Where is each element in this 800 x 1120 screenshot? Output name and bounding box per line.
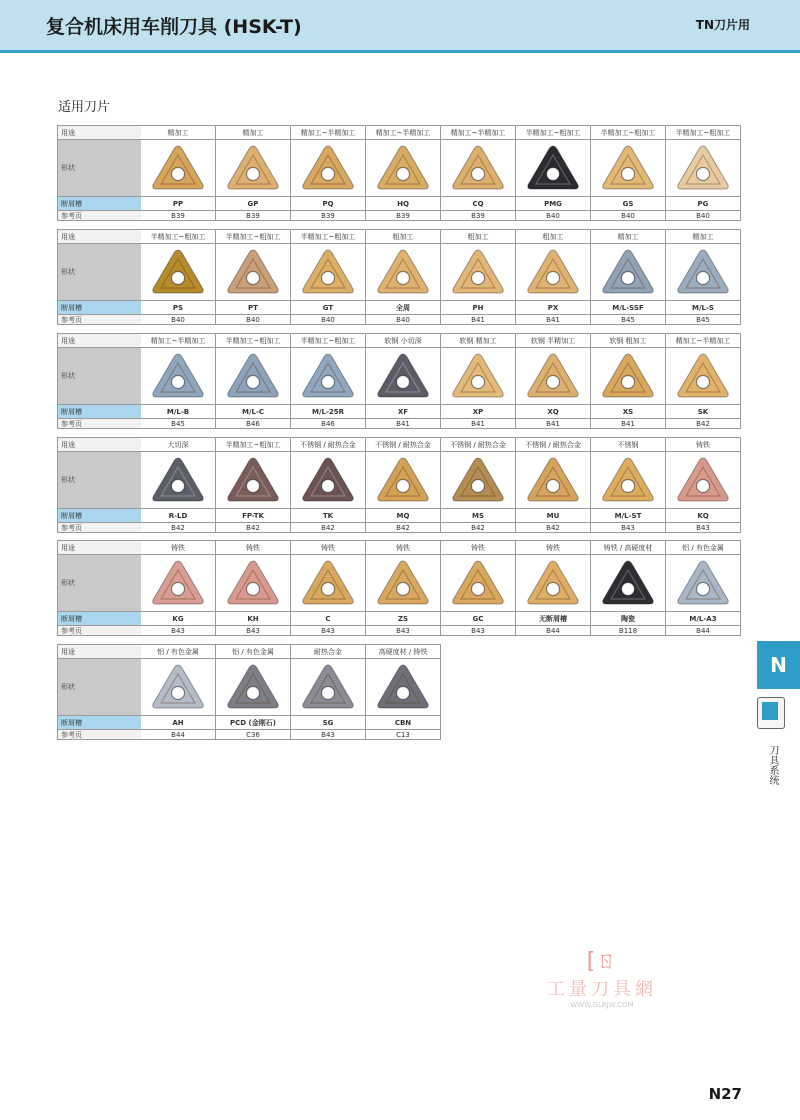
ref-page-cell[interactable]: B40 xyxy=(291,314,366,325)
shape-cell xyxy=(591,347,666,404)
row-label: 断屑槽 xyxy=(57,300,141,314)
row-label: 用途 xyxy=(57,644,141,658)
insert-image xyxy=(674,246,732,298)
insert-image xyxy=(524,350,582,402)
shape-cell xyxy=(141,554,216,611)
insert-image xyxy=(299,246,357,298)
insert-image xyxy=(374,557,432,609)
shape-cell xyxy=(516,347,591,404)
ref-page-cell[interactable]: B41 xyxy=(366,418,441,429)
ref-page-cell[interactable]: B42 xyxy=(291,522,366,533)
breaker-cell: R-LD xyxy=(141,508,216,522)
use-cell: 铸铁 xyxy=(291,540,366,554)
row-shape xyxy=(57,554,741,611)
insert-image xyxy=(149,454,207,506)
breaker-cell: 全周 xyxy=(366,300,441,314)
breaker-cell: AH xyxy=(141,715,216,729)
use-cell: 铝 / 有色金属 xyxy=(141,644,216,658)
use-cell: 精加工 xyxy=(666,229,741,243)
insert-image xyxy=(149,142,207,194)
insert-image xyxy=(374,246,432,298)
breaker-cell: SK xyxy=(666,404,741,418)
use-cell: 精加工~半精加工 xyxy=(141,333,216,347)
use-cell: 不锈钢 / 耐热合金 xyxy=(516,437,591,451)
use-cell: 半精加工~粗加工 xyxy=(516,125,591,139)
shape-cell xyxy=(141,451,216,508)
shape-cell xyxy=(366,451,441,508)
row-use xyxy=(57,644,441,658)
ref-page-cell[interactable]: B40 xyxy=(216,314,291,325)
breaker-cell: PX xyxy=(516,300,591,314)
insert-image xyxy=(599,142,657,194)
use-cell: 铸铁 / 高硬度材 xyxy=(591,540,666,554)
breaker-cell: M/L-C xyxy=(216,404,291,418)
insert-image xyxy=(449,454,507,506)
insert-image xyxy=(674,350,732,402)
use-cell: 粗加工 xyxy=(366,229,441,243)
breaker-cell: C xyxy=(291,611,366,625)
shape-cell xyxy=(366,139,441,196)
shape-cell xyxy=(441,139,516,196)
watermark-url: WWW.GLRJW.COM xyxy=(570,1001,634,1009)
row-label: 断屑槽 xyxy=(57,508,141,522)
ref-page-cell[interactable]: B43 xyxy=(291,625,366,636)
use-cell: 铝 / 有色金属 xyxy=(666,540,741,554)
ref-page-cell[interactable]: B39 xyxy=(441,210,516,221)
use-cell: 软钢 精加工 xyxy=(441,333,516,347)
breaker-cell: PQ xyxy=(291,196,366,210)
insert-table-block xyxy=(57,540,741,636)
shape-cell xyxy=(141,139,216,196)
insert-image xyxy=(599,454,657,506)
shape-cell xyxy=(216,554,291,611)
use-cell: 半精加工~粗加工 xyxy=(591,125,666,139)
use-cell: 大切深 xyxy=(141,437,216,451)
ref-page-cell[interactable]: B40 xyxy=(666,210,741,221)
shape-cell xyxy=(591,554,666,611)
shape-cell xyxy=(666,554,741,611)
use-cell: 高硬度材 / 铸铁 xyxy=(366,644,441,658)
use-cell: 半精加工~粗加工 xyxy=(291,333,366,347)
breaker-cell: MS xyxy=(441,508,516,522)
breaker-cell: M/L-B xyxy=(141,404,216,418)
ref-page-cell[interactable]: B45 xyxy=(141,418,216,429)
insert-image xyxy=(449,142,507,194)
use-cell: 精加工 xyxy=(216,125,291,139)
breaker-cell: FP-TK xyxy=(216,508,291,522)
insert-image xyxy=(299,661,357,713)
ref-page-cell[interactable]: B40 xyxy=(366,314,441,325)
ref-page-cell[interactable]: B43 xyxy=(441,625,516,636)
insert-image xyxy=(149,557,207,609)
ref-page-cell[interactable]: B39 xyxy=(141,210,216,221)
breaker-cell: M/L-ST xyxy=(591,508,666,522)
insert-table-block xyxy=(57,229,741,325)
insert-image xyxy=(449,246,507,298)
shape-cell xyxy=(141,243,216,300)
row-label: 用途 xyxy=(57,333,141,347)
ref-page-cell[interactable]: B41 xyxy=(516,314,591,325)
row-breaker xyxy=(57,196,741,210)
breaker-cell: KG xyxy=(141,611,216,625)
breaker-cell: GC xyxy=(441,611,516,625)
use-cell: 半精加工~粗加工 xyxy=(666,125,741,139)
use-cell: 精加工~半精加工 xyxy=(666,333,741,347)
use-cell: 粗加工 xyxy=(441,229,516,243)
row-breaker xyxy=(57,404,741,418)
breaker-cell: XS xyxy=(591,404,666,418)
shape-cell xyxy=(441,554,516,611)
insert-image xyxy=(374,454,432,506)
use-cell: 软钢 半精加工 xyxy=(516,333,591,347)
use-cell: 半精加工~粗加工 xyxy=(216,333,291,347)
use-cell: 不锈钢 / 耐热合金 xyxy=(366,437,441,451)
ref-page-cell[interactable]: C13 xyxy=(366,729,441,740)
row-breaker xyxy=(57,300,741,314)
row-breaker xyxy=(57,508,741,522)
ref-page-cell[interactable]: B39 xyxy=(291,210,366,221)
use-cell: 铸铁 xyxy=(441,540,516,554)
breaker-cell: 陶瓷 xyxy=(591,611,666,625)
row-shape xyxy=(57,451,741,508)
shape-cell xyxy=(216,243,291,300)
row-label: 形状 xyxy=(57,139,141,196)
insert-table-block xyxy=(57,125,741,221)
section-title: 适用刀片 xyxy=(58,100,111,115)
breaker-cell: PT xyxy=(216,300,291,314)
insert-image xyxy=(224,661,282,713)
insert-image xyxy=(674,142,732,194)
ref-page-cell[interactable]: B43 xyxy=(666,522,741,533)
breaker-cell: M/L-S xyxy=(666,300,741,314)
section-tab-n[interactable]: N xyxy=(757,641,800,689)
breaker-cell: SG xyxy=(291,715,366,729)
insert-image xyxy=(374,142,432,194)
breaker-cell: MU xyxy=(516,508,591,522)
breaker-cell: TK xyxy=(291,508,366,522)
breaker-cell: CBN xyxy=(366,715,441,729)
breaker-cell: KQ xyxy=(666,508,741,522)
breaker-cell: PS xyxy=(141,300,216,314)
row-use xyxy=(57,229,741,243)
insert-image xyxy=(224,350,282,402)
ref-page-cell[interactable]: B42 xyxy=(441,522,516,533)
use-cell: 不锈钢 / 耐热合金 xyxy=(291,437,366,451)
ref-page-cell[interactable]: B43 xyxy=(591,522,666,533)
row-use xyxy=(57,333,741,347)
use-cell: 软钢 粗加工 xyxy=(591,333,666,347)
ref-page-cell[interactable]: C36 xyxy=(216,729,291,740)
insert-image xyxy=(299,350,357,402)
insert-table-block xyxy=(57,437,741,533)
insert-image xyxy=(149,350,207,402)
shape-cell xyxy=(216,451,291,508)
row-shape xyxy=(57,139,741,196)
shape-cell xyxy=(216,139,291,196)
shape-cell xyxy=(291,139,366,196)
page-title: 复合机床用车削刀具 (HSK-T) xyxy=(46,16,302,38)
breaker-cell: XF xyxy=(366,404,441,418)
use-cell: 耐热合金 xyxy=(291,644,366,658)
row-breaker xyxy=(57,715,441,729)
ref-page-cell[interactable]: B43 xyxy=(141,625,216,636)
row-ref xyxy=(57,522,741,533)
use-cell: 铸铁 xyxy=(216,540,291,554)
ref-page-cell[interactable]: B41 xyxy=(591,418,666,429)
use-cell: 精加工 xyxy=(591,229,666,243)
insert-image xyxy=(674,557,732,609)
shape-cell xyxy=(366,554,441,611)
row-label: 形状 xyxy=(57,658,141,715)
row-label: 形状 xyxy=(57,451,141,508)
shape-cell xyxy=(291,243,366,300)
row-shape xyxy=(57,658,441,715)
use-cell: 半精加工~粗加工 xyxy=(141,229,216,243)
breaker-cell: XQ xyxy=(516,404,591,418)
shape-cell xyxy=(666,243,741,300)
row-label: 参考页 xyxy=(57,625,141,636)
shape-cell xyxy=(141,347,216,404)
row-label: 用途 xyxy=(57,229,141,243)
insert-image xyxy=(524,246,582,298)
shape-cell xyxy=(441,347,516,404)
row-label: 形状 xyxy=(57,554,141,611)
row-label: 参考页 xyxy=(57,418,141,429)
tool-system-icon xyxy=(757,697,785,729)
use-cell: 铸铁 xyxy=(516,540,591,554)
breaker-cell: GS xyxy=(591,196,666,210)
insert-table-block xyxy=(57,644,441,740)
use-cell: 半精加工~粗加工 xyxy=(216,229,291,243)
shape-cell xyxy=(291,451,366,508)
row-label: 形状 xyxy=(57,243,141,300)
use-cell: 铝 / 有色金属 xyxy=(216,644,291,658)
insert-image xyxy=(299,142,357,194)
category-label: TN刀片用 xyxy=(695,18,750,32)
row-breaker xyxy=(57,611,741,625)
insert-image xyxy=(599,557,657,609)
ref-page-cell[interactable]: B40 xyxy=(141,314,216,325)
breaker-cell: PCD (金刚石) xyxy=(216,715,291,729)
row-label: 参考页 xyxy=(57,729,141,740)
ref-page-cell[interactable]: B44 xyxy=(141,729,216,740)
shape-cell xyxy=(216,658,291,715)
ref-page-cell[interactable]: B42 xyxy=(141,522,216,533)
row-label: 用途 xyxy=(57,125,141,139)
use-cell: 半精加工~粗加工 xyxy=(216,437,291,451)
breaker-cell: KH xyxy=(216,611,291,625)
use-cell: 精加工~半精加工 xyxy=(366,125,441,139)
breaker-cell: 无断屑槽 xyxy=(516,611,591,625)
row-label: 形状 xyxy=(57,347,141,404)
ref-page-cell[interactable]: B46 xyxy=(216,418,291,429)
shape-cell xyxy=(441,451,516,508)
row-use xyxy=(57,437,741,451)
use-cell: 精加工~半精加工 xyxy=(291,125,366,139)
use-cell: 铸铁 xyxy=(366,540,441,554)
ref-page-cell[interactable]: B39 xyxy=(216,210,291,221)
shape-cell xyxy=(291,347,366,404)
ref-page-cell[interactable]: B44 xyxy=(516,625,591,636)
use-cell: 铸铁 xyxy=(666,437,741,451)
insert-image xyxy=(599,246,657,298)
ref-page-cell[interactable]: B41 xyxy=(441,418,516,429)
row-label: 用途 xyxy=(57,540,141,554)
row-use xyxy=(57,540,741,554)
ref-page-cell[interactable]: B42 xyxy=(666,418,741,429)
ref-page-cell[interactable]: B43 xyxy=(216,625,291,636)
shape-cell xyxy=(591,139,666,196)
row-label: 断屑槽 xyxy=(57,404,141,418)
breaker-cell: XP xyxy=(441,404,516,418)
insert-image xyxy=(299,557,357,609)
ref-page-cell[interactable]: B40 xyxy=(591,210,666,221)
insert-image xyxy=(374,350,432,402)
ref-page-cell[interactable]: B41 xyxy=(441,314,516,325)
ref-page-cell[interactable]: B43 xyxy=(291,729,366,740)
row-ref xyxy=(57,418,741,429)
breaker-cell: M/L-SSF xyxy=(591,300,666,314)
row-use xyxy=(57,125,741,139)
row-ref xyxy=(57,729,441,740)
insert-image xyxy=(374,661,432,713)
insert-image xyxy=(224,246,282,298)
page-number: N27 xyxy=(708,1085,742,1103)
row-label: 断屑槽 xyxy=(57,611,141,625)
use-cell: 精加工~半精加工 xyxy=(441,125,516,139)
shape-cell xyxy=(291,554,366,611)
breaker-cell: ZS xyxy=(366,611,441,625)
breaker-cell: HQ xyxy=(366,196,441,210)
ref-page-cell[interactable]: B43 xyxy=(366,625,441,636)
shape-cell xyxy=(441,243,516,300)
shape-cell xyxy=(666,139,741,196)
ref-page-cell[interactable]: B45 xyxy=(666,314,741,325)
shape-cell xyxy=(366,658,441,715)
insert-table-block xyxy=(57,333,741,429)
use-cell: 铸铁 xyxy=(141,540,216,554)
shape-cell xyxy=(366,347,441,404)
watermark-name: 工量刀具網 xyxy=(547,979,657,1000)
watermark-logo: [ㄖ xyxy=(586,949,618,974)
page-header xyxy=(0,0,800,53)
breaker-cell: CQ xyxy=(441,196,516,210)
row-label: 参考页 xyxy=(57,314,141,325)
row-label: 用途 xyxy=(57,437,141,451)
watermark xyxy=(537,944,667,1009)
side-label: 刀具系统 xyxy=(767,745,778,785)
row-label: 断屑槽 xyxy=(57,196,141,210)
breaker-cell: PP xyxy=(141,196,216,210)
row-shape xyxy=(57,243,741,300)
shape-cell xyxy=(516,243,591,300)
insert-image xyxy=(674,454,732,506)
breaker-cell: M/L-A3 xyxy=(666,611,741,625)
insert-image xyxy=(449,557,507,609)
ref-page-cell[interactable]: B40 xyxy=(516,210,591,221)
ref-page-cell[interactable]: B44 xyxy=(666,625,741,636)
breaker-cell: PH xyxy=(441,300,516,314)
row-shape xyxy=(57,347,741,404)
ref-page-cell[interactable]: B42 xyxy=(216,522,291,533)
insert-image xyxy=(524,557,582,609)
breaker-cell: PMG xyxy=(516,196,591,210)
use-cell: 不锈钢 xyxy=(591,437,666,451)
breaker-cell: MQ xyxy=(366,508,441,522)
shape-cell xyxy=(591,243,666,300)
ref-page-cell[interactable]: B39 xyxy=(366,210,441,221)
shape-cell xyxy=(666,347,741,404)
ref-page-cell[interactable]: B42 xyxy=(516,522,591,533)
shape-cell xyxy=(666,451,741,508)
shape-cell xyxy=(291,658,366,715)
ref-page-cell[interactable]: B45 xyxy=(591,314,666,325)
shape-cell xyxy=(516,451,591,508)
insert-image xyxy=(149,246,207,298)
row-ref xyxy=(57,210,741,221)
insert-image xyxy=(449,350,507,402)
shape-cell xyxy=(516,554,591,611)
insert-image xyxy=(149,661,207,713)
insert-image xyxy=(599,350,657,402)
shape-cell xyxy=(141,658,216,715)
shape-cell xyxy=(366,243,441,300)
row-label: 断屑槽 xyxy=(57,715,141,729)
insert-image xyxy=(224,454,282,506)
breaker-cell: GT xyxy=(291,300,366,314)
use-cell: 半精加工~粗加工 xyxy=(291,229,366,243)
shape-cell xyxy=(216,347,291,404)
breaker-cell: PG xyxy=(666,196,741,210)
row-ref xyxy=(57,314,741,325)
insert-image xyxy=(299,454,357,506)
use-cell: 精加工 xyxy=(141,125,216,139)
ref-page-cell[interactable]: B42 xyxy=(366,522,441,533)
breaker-cell: GP xyxy=(216,196,291,210)
row-ref xyxy=(57,625,741,636)
use-cell: 软钢 小切深 xyxy=(366,333,441,347)
shape-cell xyxy=(516,139,591,196)
use-cell: 不锈钢 / 耐热合金 xyxy=(441,437,516,451)
ref-page-cell[interactable]: B41 xyxy=(516,418,591,429)
shape-cell xyxy=(591,451,666,508)
row-label: 参考页 xyxy=(57,210,141,221)
breaker-cell: M/L-25R xyxy=(291,404,366,418)
insert-image xyxy=(224,557,282,609)
insert-image xyxy=(524,454,582,506)
insert-image xyxy=(524,142,582,194)
ref-page-cell[interactable]: B46 xyxy=(291,418,366,429)
insert-image xyxy=(224,142,282,194)
ref-page-cell[interactable]: B118 xyxy=(591,625,666,636)
row-label: 参考页 xyxy=(57,522,141,533)
use-cell: 粗加工 xyxy=(516,229,591,243)
